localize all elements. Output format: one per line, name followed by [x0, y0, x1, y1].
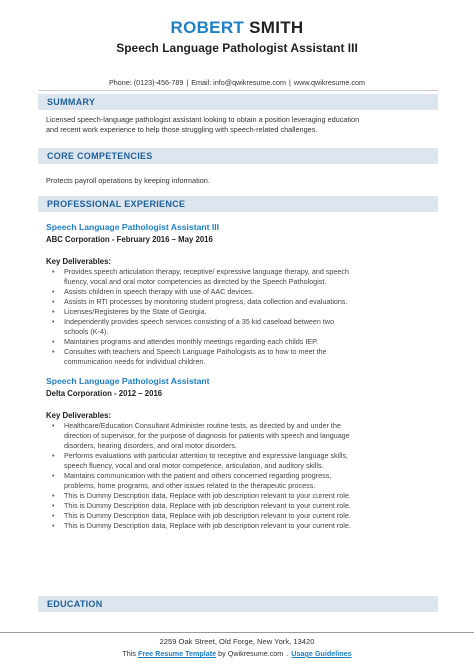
- list-item: • Licenses/Registeres by the State of Georgia.: [50, 307, 440, 317]
- list-item: • Performs evaluations with particular attention to receptive and expressive language skills, speech fluency, vocal and oral motor competence, articulation, and auditory skills.: [50, 451, 440, 471]
- footer-divider: [0, 632, 474, 633]
- qwikresume-site-text: Qwikresume.com: [227, 649, 284, 658]
- list-item: • This is Dummy Description data, Replace with job description relevant to your current role.: [50, 501, 440, 511]
- summary-line: Licensed speech-language pathologist assistant looking to obtain a position leveraging education: [46, 115, 360, 124]
- list-item: • Independently provides speech services consisting of a 35 kid caseload between two schools (K-4).: [50, 317, 440, 337]
- list-item: • Healthcare/Education Consultant Administer routine tests, as directed by and under the direction of supervisor, for the purpose of diagnosis for patients with speech and language disorders, hearing disorders, and oral motor disorders.: [50, 421, 440, 451]
- education-heading-text: EDUCATION: [47, 599, 103, 609]
- list-item: • Maintains communication with the patient and others concerned regarding progress, problems, home programs, and other issues related to the therapeutic process.: [50, 471, 440, 491]
- job-title: Speech Language Pathologist Assistant: [46, 376, 210, 386]
- job-bullets: [50, 421, 440, 531]
- list-item: • This is Dummy Description data, Replace with job description relevant to your current role.: [50, 521, 440, 531]
- competencies-heading: [38, 148, 438, 164]
- first-name: ROBERT: [170, 18, 245, 37]
- experience-heading-text: PROFESSIONAL EXPERIENCE: [47, 199, 186, 209]
- last-name: SMITH: [249, 18, 304, 37]
- candidate-name: [0, 18, 474, 38]
- education-heading: [38, 596, 438, 612]
- header-divider: [38, 90, 438, 91]
- summary-line: and recent work experience to help those struggling with speech-related challenges.: [46, 125, 318, 134]
- job-company: ABC Corporation - February 2016 – May 2016: [46, 235, 213, 244]
- experience-heading: [38, 196, 438, 212]
- list-item: • Provides speech articulation therapy, receptive/ expressive language therapy, and speech fluency, vocal and oral motor competencies as directed by the Speech Pathologist.: [50, 267, 440, 287]
- resume-job-title: Speech Language Pathologist Assistant III: [116, 41, 358, 55]
- footer-address: 2259 Oak Street, Old Forge, New York, 13420: [159, 637, 315, 646]
- list-item: • Maintaines programs and attendes monthly meetings regarding each childs IEP.: [50, 337, 440, 347]
- job-title: Speech Language Pathologist Assistant III: [46, 222, 220, 232]
- summary-text: [46, 115, 436, 135]
- list-item: • Consultes with teachers and Speech Language Pathologists as to how to meet the communication needs for individual children.: [50, 347, 440, 367]
- competencies-text: Protects payroll operations by keeping information.: [46, 176, 210, 185]
- usage-guidelines-link[interactable]: Usage Guidelines: [291, 649, 352, 658]
- key-deliverables-label: Key Deliverables:: [46, 411, 112, 420]
- summary-heading: [38, 94, 438, 110]
- list-item: • Assists children in speech therapy with use of AAC devices.: [50, 287, 440, 297]
- list-item: • This is Dummy Description data, Replace with job description relevant to your current role.: [50, 491, 440, 501]
- list-item: • This is Dummy Description data, Replace with job description relevant to your current role.: [50, 511, 440, 521]
- phone-text: Phone: (0123)-456-789: [109, 78, 184, 87]
- website-link[interactable]: www.qwikresume.com: [293, 78, 365, 87]
- list-item: • Assists in RTI processes by monitoring student progress, data collection and evaluations.: [50, 297, 440, 307]
- contact-line: Phone: (0123)-456-789 | Email: info@qwikresume.com | www.qwikresume.com: [109, 78, 365, 87]
- summary-heading-text: SUMMARY: [47, 97, 96, 107]
- job-company: Delta Corporation - 2012 – 2016: [46, 389, 163, 398]
- job-bullets: [50, 267, 440, 367]
- footer-credit: This Free Resume Template by Qwikresume.com . Usage Guidelines: [122, 649, 352, 658]
- email-link[interactable]: Email: info@qwikresume.com: [191, 78, 286, 87]
- key-deliverables-label: Key Deliverables:: [46, 257, 112, 266]
- competencies-heading-text: CORE COMPETENCIES: [47, 151, 153, 161]
- free-resume-template-link[interactable]: Free Resume Template: [137, 649, 217, 658]
- footer: [0, 632, 474, 670]
